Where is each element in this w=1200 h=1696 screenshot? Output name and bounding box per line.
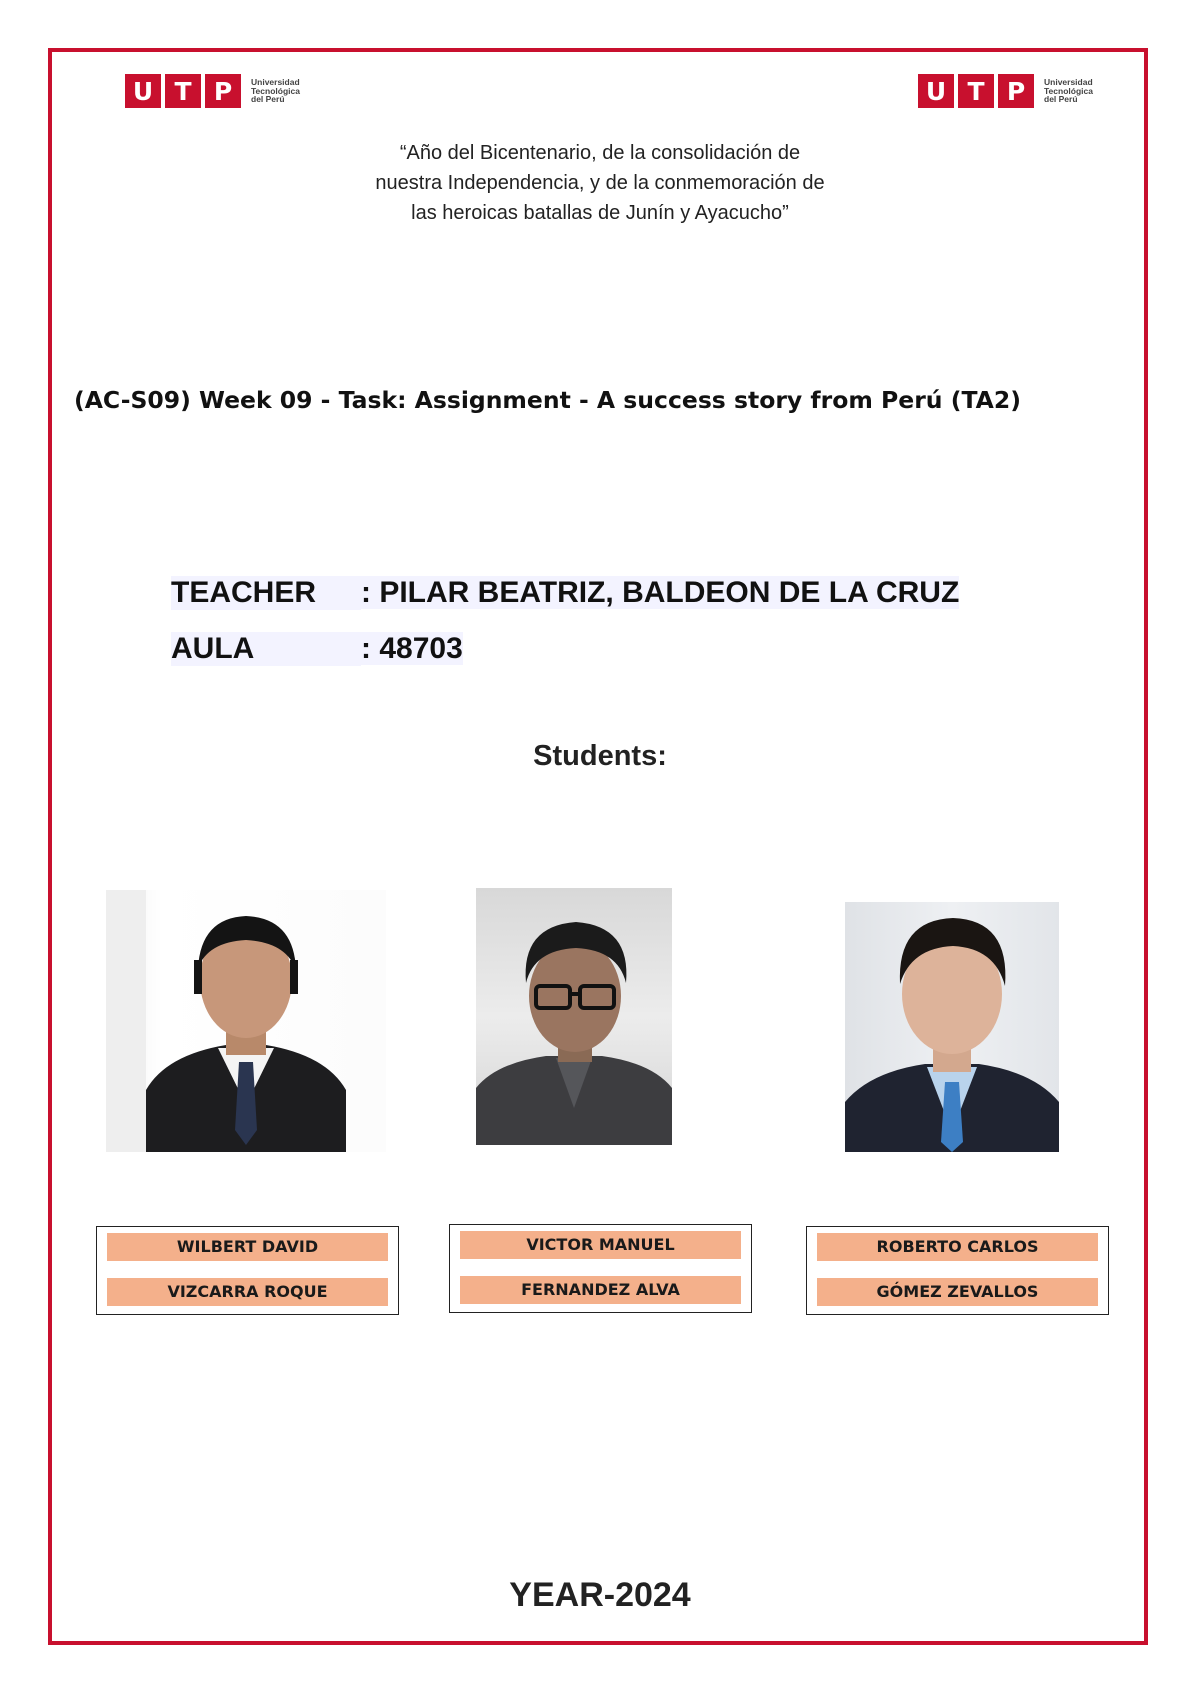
utp-logo-left: [125, 72, 300, 110]
logo-letter-t: T: [165, 74, 201, 108]
logo-letter-u: U: [125, 74, 161, 108]
logo-letter-u: U: [918, 74, 954, 108]
year-footer: YEAR-2024: [509, 1576, 691, 1614]
logo-letter-p: P: [205, 74, 241, 108]
student-photo-1: [106, 890, 386, 1152]
task-title: (AC-S09) Week 09 - Task: Assignment - A success story from Perú (TA2): [74, 386, 1021, 414]
page-border: [48, 48, 1148, 1645]
student-name-card-2: [449, 1224, 752, 1313]
teacher-row: [171, 576, 959, 610]
motto-line-1: “Año del Bicentenario, de la consolidación de: [399, 142, 801, 164]
student-first-name: WILBERT DAVID: [107, 1233, 388, 1261]
teacher-value: : PILAR BEATRIZ, BALDEON DE LA CRUZ: [361, 576, 960, 609]
student-last-name: GÓMEZ ZEVALLOS: [817, 1278, 1098, 1306]
student-first-name: VICTOR MANUEL: [460, 1231, 741, 1259]
logo-text: Universidad Tecnológica del Perú: [251, 77, 300, 105]
students-heading: Students:: [533, 740, 667, 772]
year-motto: [300, 138, 900, 228]
student-photo-2: [476, 888, 672, 1145]
student-last-name: VIZCARRA ROQUE: [107, 1278, 388, 1306]
student-photo-3: [845, 902, 1059, 1152]
student-last-name: FERNANDEZ ALVA: [460, 1276, 741, 1304]
aula-row: [171, 632, 463, 666]
student-name-card-1: [96, 1226, 399, 1315]
utp-logo-right: [918, 72, 1093, 110]
motto-line-2: nuestra Independencia, y de la conmemoración de: [375, 172, 825, 194]
motto-line-3: las heroicas batallas de Junín y Ayacucho”: [411, 202, 789, 224]
student-first-name: ROBERTO CARLOS: [817, 1233, 1098, 1261]
logo-letter-t: T: [958, 74, 994, 108]
student-name-card-3: [806, 1226, 1109, 1315]
aula-value: : 48703: [361, 632, 463, 665]
logo-text: Universidad Tecnológica del Perú: [1044, 77, 1093, 105]
aula-label: AULA: [171, 632, 361, 666]
logo-letter-p: P: [998, 74, 1034, 108]
teacher-label: TEACHER: [171, 576, 361, 610]
